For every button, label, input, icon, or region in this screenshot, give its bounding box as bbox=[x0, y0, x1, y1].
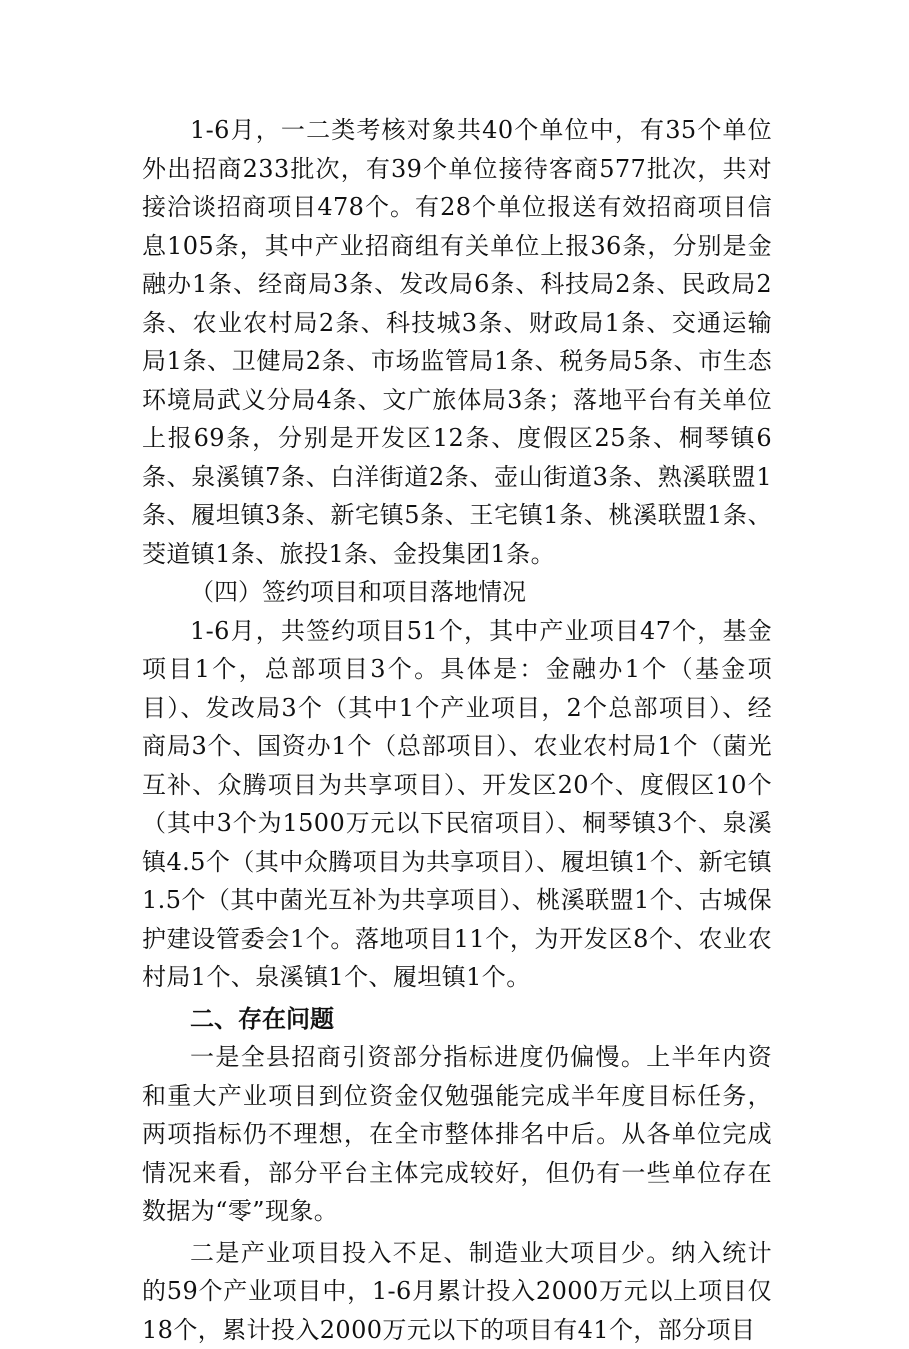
paragraph-problem-two: 二是产业项目投入不足、制造业大项目少。纳入统计的59个产业项目中，1-6月累计投入2000万元以上项目仅18个，累计投入2000万元以下的项目有41个，部分项目 bbox=[142, 1234, 772, 1349]
paragraph-problem-one: 一是全县招商引资部分指标进度仍偏慢。上半年内资和重大产业项目到位资金仅勉强能完成半年度目标任务，两项指标仍不理想，在全市整体排名中后。从各单位完成情况来看，部分平台主体完成较好，但仍有一些单位存在数据为“零”现象。 bbox=[142, 1038, 772, 1231]
paragraph-signed-projects: 1-6月，共签约项目51个，其中产业项目47个，基金项目1个，总部项目3个。具体是：金融办1个（基金项目）、发改局3个（其中1个产业项目，2个总部项目）、经商局3个、国资办1个（总部项目）、农业农村局1个（菌光互补、众腾项目为共享项目）、开发区20个、度假区10个（其中3个为1500万元以下民宿项目）、桐琴镇3个、泉溪镇4.5个（其中众腾项目为共享项目）、履坦镇1个、新宅镇1.5个（其中菌光互补为共享项目）、桃溪联盟1个、古城保护建设管委会1个。落地项目11个，为开发区8个、农业农村局1个、泉溪镇1个、履坦镇1个。 bbox=[142, 612, 772, 997]
document-page bbox=[142, 111, 772, 1349]
section-heading-signed-projects: （四）签约项目和项目落地情况 bbox=[142, 573, 772, 612]
paragraph-outbound-investment-stats: 1-6月，一二类考核对象共40个单位中，有35个单位外出招商233批次，有39个单位接待客商577批次，共对接洽谈招商项目478个。有28个单位报送有效招商项目信息105条，其中产业招商组有关单位上报36条，分别是金融办1条、经商局3条、发改局6条、科技局2条、民政局2条、农业农村局2条、科技城3条、财政局1条、交通运输局1条、卫健局2条、市场监管局1条、税务局5条、市生态环境局武义分局4条、文广旅体局3条；落地平台有关单位上报69条，分别是开发区12条、度假区25条、桐琴镇6条、泉溪镇7条、白洋街道2条、壶山街道3条、熟溪联盟1条、履坦镇3条、新宅镇5条、王宅镇1条、桃溪联盟1条、茭道镇1条、旅投1条、金投集团1条。 bbox=[142, 111, 772, 573]
section-heading-existing-problems: 二、存在问题 bbox=[142, 1000, 772, 1039]
